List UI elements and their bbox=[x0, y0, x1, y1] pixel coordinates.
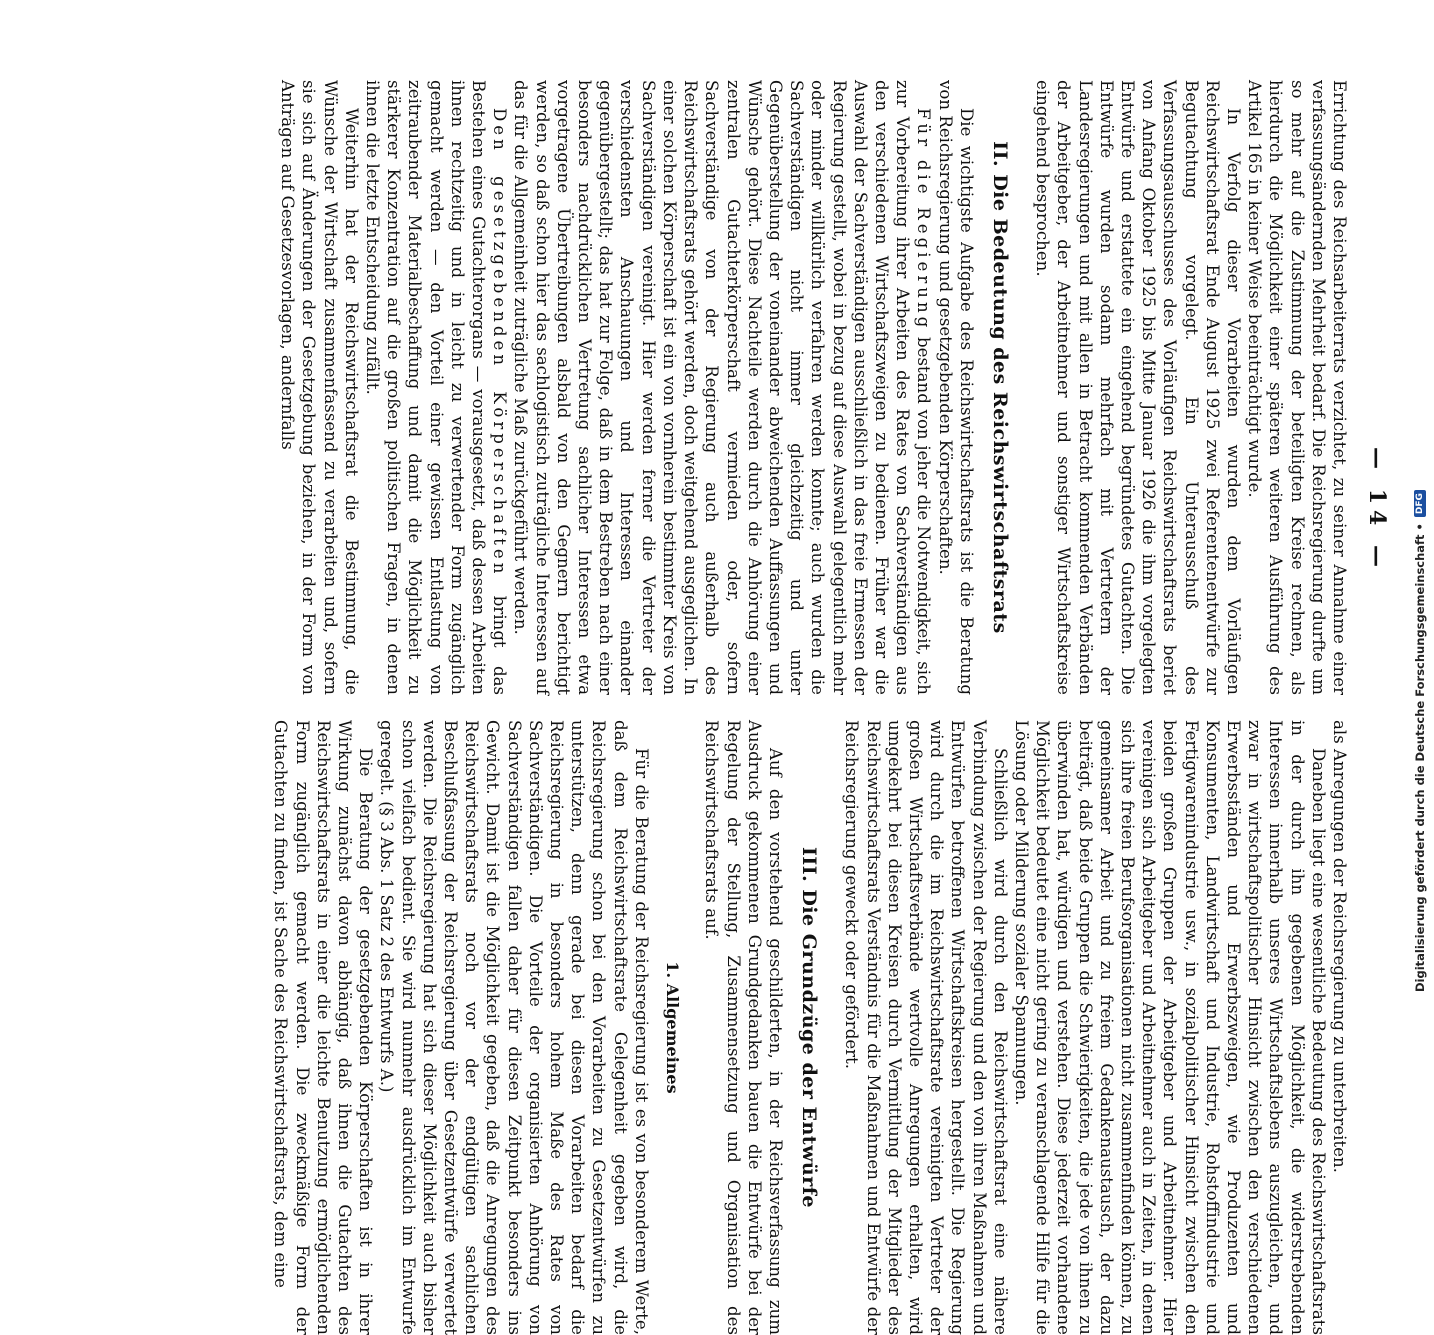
paragraph: als Anregungen der Reichsregierung zu unterbreiten. bbox=[1330, 720, 1349, 1173]
paragraph: Auf den vorstehend geschilderten, in der Reichsverfassung zum Ausdruck gekommenen Grundgedanken bauen die Entwürfe bei der Regelung der Stellung, Zusammensetzung und Organisation des Reichswirtschaftsrats auf. bbox=[702, 720, 785, 1335]
rotated-page-content bbox=[80, 60, 1390, 1335]
paragraph-text: bestand von jeher die Notwendigkeit, sich zur Vorbereitung ihrer Arbeiten des Rates von Sachverständigen aus den verschiedenen Wirtschaftszweigen zu bedienen. Früher war die Auswahl der Sachverständigen ausschließlich in das freie Ermessen der Regierung gestellt, wobei in bezug auf diese Auswahl gelegentlich mehr oder minder willkürlich verfahren werden konnte; auch wurden die Sachverständigen nicht immer gleichzeitig und unter Gegenüberstellung der voneinander abweichenden Auffassungen und Wünsche gehört. Diese Nachteile werden durch die Anhörung einer zentralen Gutachterkörperschaft vermieden oder, sofern Sachverständige von der Regierung auch außerhalb des Reichswirtschaftsrats gehört werden, doch weitgehend ausgeglichen. In einer solchen Körperschaft ist ein von vornherein bestimmter Kreis von Sachverständigen vereinigt. Hier werden ferner die Vertreter der verschiedensten Anschauungen und Interessen einander gegenübergestellt; das hat zur Folge, daß in dem Bestreben nach einer besonders nachdrücklichen Vertretung sachlicher Interessen etwa vorgetragene Übertreibungen alsbald von den Gegnern berichtigt werden, so daß schon hier das sachlogistisch zuträgliche Interessen auf das für die Allgemeinheit zuträgliche Maß zurückgeführt werden. bbox=[511, 80, 934, 695]
emphasis-spaced: Den gesetzgebenden Körperschaften bbox=[490, 108, 510, 578]
credit-text: Digitalisierung gefördert durch die Deutsche Forschungsgemeinschaft • bbox=[1413, 523, 1427, 992]
section-heading: III. Die Grundzüge der Entwürfe bbox=[798, 846, 821, 1209]
right-column bbox=[270, 720, 1350, 1335]
paragraph: Weiterhin hat der Reichswirtschaftsrat die Bestimmung, die Wünsche der Wirtschaft zusammenfassend zu verarbeiten und, sofern sie sich auf Änderungen der Gesetzgebung beziehen, in der Form von Anträgen auf Gesetzesvorlagen, andernfalls bbox=[278, 80, 361, 695]
dfg-logo: DFG bbox=[1414, 490, 1426, 517]
paragraph: Daneben liegt eine wesentliche Bedeutung des Reichswirtschaftsrats in der durch ihn gegebenen Möglichkeit, die widerstrebenden Interessen innerhalb unseres Wirtschaftslebens auszugleichen, und zwar in wirtschaftspolitischer Hinsicht zwischen den verschiedenen Erwerbsständen und Erwerbszweigen, wie Produzenten und Konsumenten, Landwirtschaft und Industrie, Rohstoffindustrie und Fertigwarenindustrie usw., in sozialpolitischer Hinsicht zwischen den beiden großen Gruppen der Arbeitgeber und Arbeitnehmer. Hier vereinigen sich Arbeitgeber und Arbeitnehmer auch in Zeiten, in denen sich ihre freien Berufsorganisationen nicht zusammenfinden können, zu gemeinsamer Arbeit und zu freiem Gedankenaustausch, der dazu beiträgt, daß beide Gruppen die Schwierigkeiten, die jede von ihnen zu überwinden hat, würdigen und verstehen. Diese jederzeit vorhandene Möglichkeit bedeutet eine nicht gering zu veranschlagende Hilfe für die Lösung oder Milderung sozialer Spannungen. bbox=[1011, 720, 1328, 1335]
section-heading: II. Die Bedeutung des Reichswirtschaftsrats bbox=[988, 141, 1011, 634]
paragraph: Schließlich wird durch den Reichswirtschaftsrat eine nähere Verbindung zwischen der Regierung und den von ihren Maßnahmen und Entwürfen betroffenen Wirtschaftskreisen hergestellt. Die Regierung wird durch die im Reichswirtschaftsrate vereinigten Vertreter der großen Wirtschaftsverbände wertvolle Anregungen erhalten, wird umgekehrt bei diesen Kreisen durch Vermittlung der Mitglieder des Reichswirtschaftsrats Verständnis für die Maßnahmen und Entwürfe der Reichsregierung geweckt oder gefördert. bbox=[842, 720, 1010, 1335]
emphasis-spaced: Für die Regierung bbox=[914, 108, 934, 332]
paragraph bbox=[510, 80, 934, 695]
paragraph: Die wichtigste Aufgabe des Reichswirtschaftsrats ist die Beratung von Reichsregierung und gesetzgebenden Körperschaften. bbox=[935, 80, 976, 695]
paragraph: Die Beratung der gesetzgebenden Körperschaften ist in ihrer Wirkung zunächst davon abhängig, daß ihnen die Gutachten des Reichswirtschaftsrats in einer die leichte Benutzung ermöglichenden Form zugänglich gemacht werden. Die zweckmäßige Form der Gutachten zu finden, ist Sache des Reichswirtschaftsrats, dem eine bbox=[271, 720, 376, 1335]
paragraph bbox=[362, 80, 510, 695]
paragraph: Für die Beratung der Reichsregierung ist es von besonderem Werte, daß dem Reichswirtschaftsrate Gelegenheit gegeben wird, die Reichsregierung schon bei den Vorarbeiten zu Gesetzentwürfen zu unterstützen, denn gerade bei diesen Vorarbeiten bedarf die Reichsregierung in besonders hohem Maße des Rates von Sachverständigen. Die Vorteile der organisierten Anhörung von Sachverständigen fallen daher für diesen Zeitpunkt besonders ins Gewicht. Damit ist die Möglichkeit gegeben, daß die Anregungen des Reichswirtschaftsrats noch vor der endgültigen sachlichen Beschlußfassung der Reichsregierung über Gesetzentwürfe verwertet werden. Die Reichsregierung hat sich dieser Möglichkeit auch bisher schon vielfach bedient. Sie wird nunmehr ausdrücklich im Entwurfe geregelt. (§ 3 Abs. 1 Satz 2 des Entwurfs A.) bbox=[377, 720, 651, 1335]
digitization-credit bbox=[1412, 8, 1428, 992]
sub-heading: 1. Allgemeines bbox=[663, 961, 683, 1094]
paragraph: In Verfolg dieser Vorarbeiten wurden dem Vorläufigen Reichswirtschaftsrat Ende August 1925 zwei Referentenentwürfe zur Begutachtung vorgelegt. Ein Unterausschuß des Verfassungsausschusses des Vorläufigen Reichswirtschaftsrats beriet von Anfang Oktober 1925 bis Mitte Januar 1926 die ihm vorgelegten Entwürfe und erstattete ein eingehend begründetes Gutachten. Die Entwürfe wurden sodann mehrfach mit Vertretern der Landesregierungen und mit allen in Betracht kommenden Verbänden der Arbeitgeber, der Arbeitnehmer und sonstiger Wirtschaftskreise eingehend besprochen. bbox=[1033, 80, 1243, 695]
page-number: — 14 — bbox=[1364, 447, 1390, 573]
left-column bbox=[277, 80, 1350, 695]
paragraph: Errichtung des Reichsarbeiterrats verzichtet, zu seiner Annahme einer verfassungsändernden Mehrheit bedarf. Die Reichsregierung durfte um so mehr auf die Zustimmung der beteiligten Kreise rechnen, als hierdurch die Möglichkeit einer späteren weiteren Ausführung des Artikel 165 in keiner Weise beeinträchtigt wurde. bbox=[1245, 80, 1349, 695]
paragraph-text: bringt das Bestehen eines Gutachterorgans — vorausgesetzt, daß dessen Arbeiten ihnen rechtzeitig und in leicht zu verwertender Form zugänglich gemacht werden — den Vorteil einer gewissen Entlastung von zeitraubender Materialbeschaffung und damit die Möglichkeit zu stärkerer Konzentration auf die großen politischen Fragen, in denen ihnen die letzte Entscheidung zufällt. bbox=[363, 80, 510, 695]
